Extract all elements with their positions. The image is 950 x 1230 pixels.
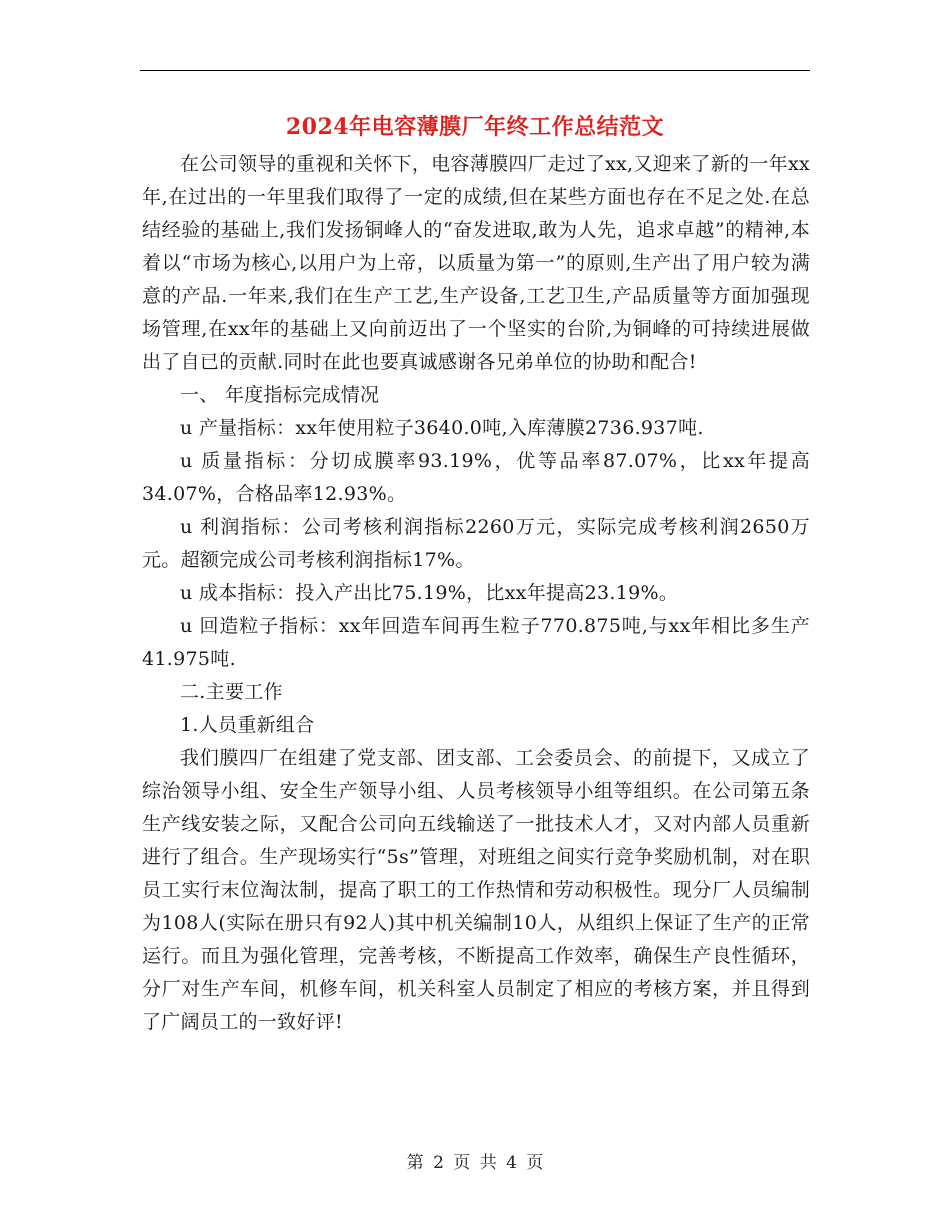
bullet-quality-target: u 质量指标：分切成膜率93.19%，优等品率87.07%，比xx年提高34.07%，合格品率12.93%。 <box>142 450 810 505</box>
bullet-recycled-pellet-target: u 回造粒子指标：xx年回造车间再生粒子770.875吨,与xx年相比多生产41.975吨. <box>142 615 810 670</box>
section-heading-annual-targets: 一、 年度指标完成情况 <box>180 384 380 406</box>
section-heading-main-work: 二.主要工作 <box>180 681 283 703</box>
subheading-staff-reorganization: 1.人员重新组合 <box>180 714 315 736</box>
intro-paragraph: 在公司领导的重视和关怀下，电容薄膜四厂走过了xx,又迎来了新的一年xx年,在过出的一年里我们取得了一定的成绩,但在某些方面也存在不足之处.在总结经验的基础上,我们发扬铜峰人的“奋发进取,敢为人先，追求卓越”的精神,本着以“市场为核心,以用户为上帝，以质量为第一”的原则,生产出了用户较为满意的产品.一年来,我们在生产工艺,生产设备,工艺卫生,产品质量等方面加强现场管理,在xx年的基础上又向前迈出了一个坚实的台阶,为铜峰的可持续进展做出了自已的贡献.同时在此也要真诚感谢各兄弟单位的协助和配合! <box>142 153 810 373</box>
header-rule <box>140 70 810 71</box>
bullet-output-target: u 产量指标：xx年使用粒子3640.0吨,入库薄膜2736.937吨. <box>180 417 704 439</box>
bullet-cost-target: u 成本指标：投入产出比75.19%，比xx年提高23.19%。 <box>180 582 679 604</box>
document-title: 2024年电容薄膜厂年终工作总结范文 <box>285 114 665 140</box>
staff-reorganization-paragraph: 我们膜四厂在组建了党支部、团支部、工会委员会、的前提下，又成立了综治领导小组、安全生产领导小组、人员考核领导小组等组织。在公司第五条生产线安装之际，又配合公司向五线输送了一批技术人才，又对内部人员重新进行了组合。生产现场实行“5s”管理，对班组之间实行竞争奖励机制，对在职员工实行末位淘汰制，提高了职工的工作热情和劳动积极性。现分厂人员编制为108人(实际在册只有92人)其中机关编制10人，从组织上保证了生产的正常运行。而且为强化管理，完善考核，不断提高工作效率，确保生产良性循环，分厂对生产车间，机修车间，机关科室人员制定了相应的考核方案，并且得到了广阔员工的一致好评! <box>142 747 810 1033</box>
page-number-footer: 第 2 页 共 4 页 <box>406 1153 544 1173</box>
bullet-profit-target: u 利润指标：公司考核利润指标2260万元，实际完成考核利润2650万元。超额完成公司考核利润指标17%。 <box>142 516 810 571</box>
document-body <box>142 148 810 1039</box>
